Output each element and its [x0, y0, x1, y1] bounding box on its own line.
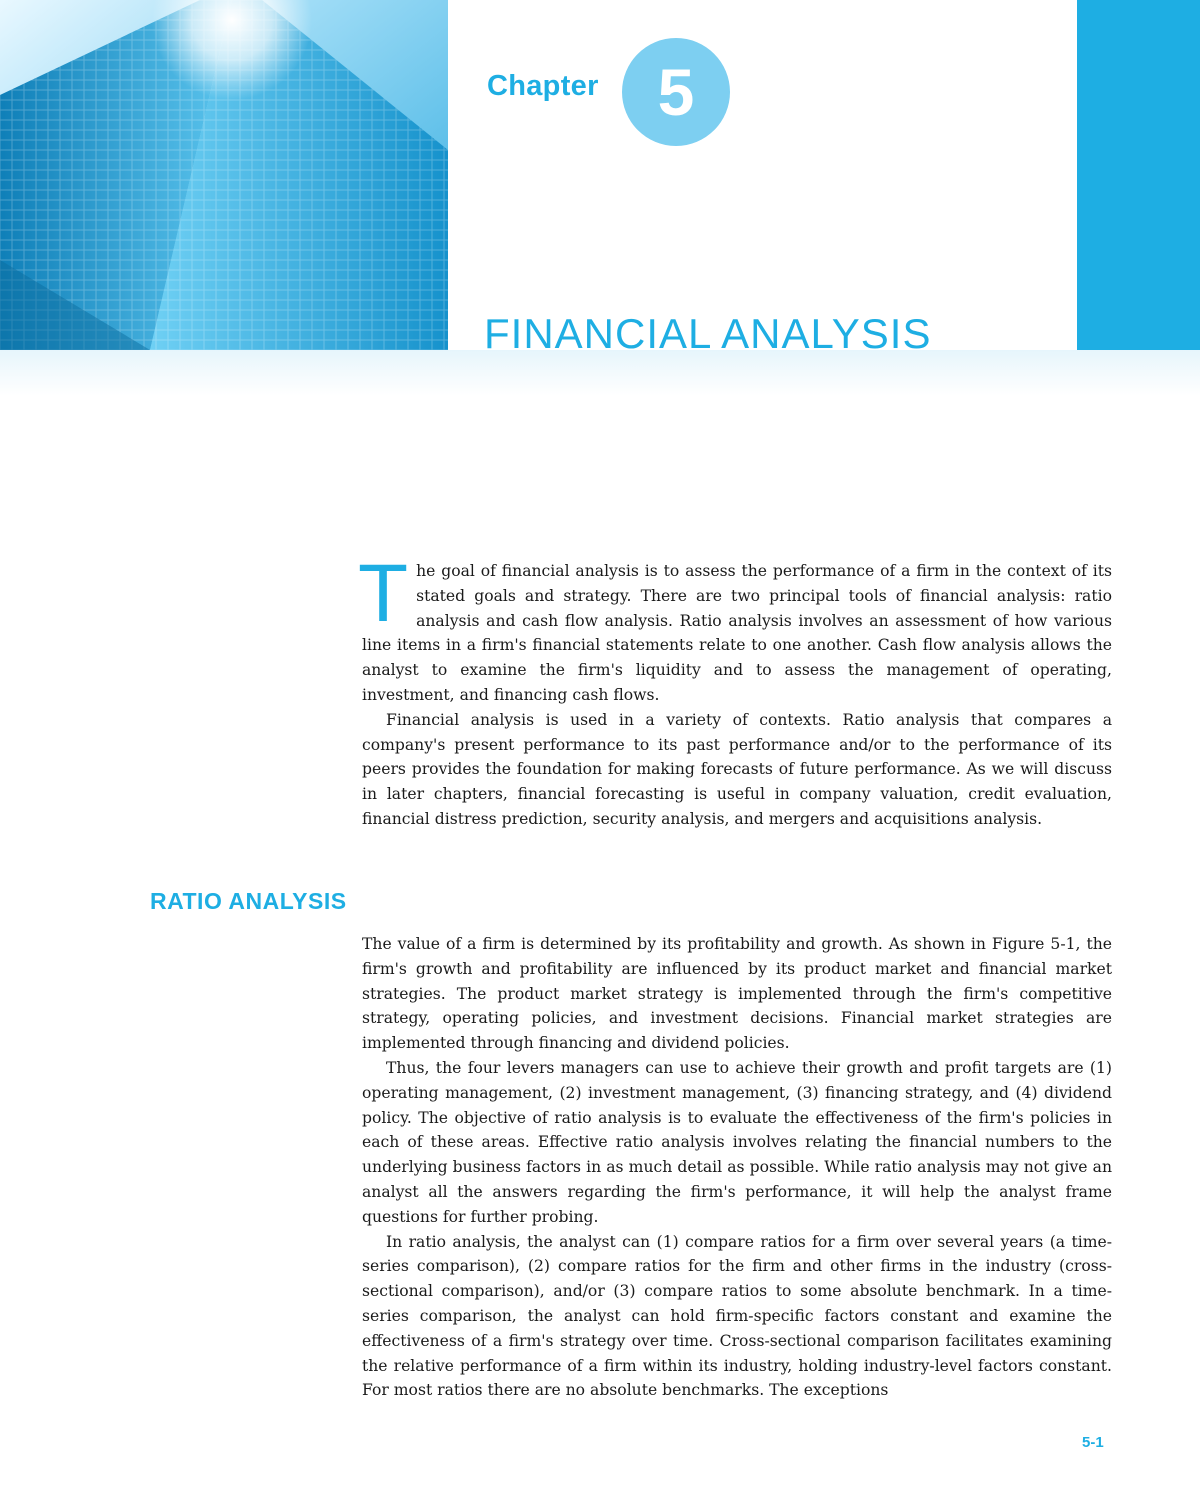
intro-paragraph-1 [358, 548, 1112, 708]
accent-bar [1077, 0, 1200, 350]
ratio-paragraph-2: Thus, the four levers managers can use to achieve their growth and profit targets are (1) operating management, (2) investment management, (3) financing strategy, and (4) dividend policy. The objective of ratio analysis is to evaluate the effectiveness of the firm's policies in each of these areas. Effective ratio analysis involves relating the financial numbers to the underlying business factors in as much detail as possible. While ratio analysis may not give an analyst all the answers regarding the firm's performance, it will help the analyst frame questions for further probing. [362, 1058, 1112, 1226]
page-number: 5-1 [1082, 1434, 1104, 1451]
ratio-analysis-section [362, 932, 1112, 1403]
section-heading: RATIO ANALYSIS [150, 888, 347, 914]
chapter-title: FINANCIAL ANALYSIS [484, 310, 932, 357]
chapter-label: Chapter [487, 70, 599, 102]
intro-paragraph-1-text: he goal of financial analysis is to assess the performance of a firm in the context of its stated goals and strategy. There are two principal tools of financial analysis: ratio analysis and cash flow analysis. Ratio analysis involves an assessment of how various line items in a firm's financial statements relate to one another. Cash flow analysis allows the analyst to examine the firm's liquidity and to assess the management of operating, investment, and financing cash flows. [362, 562, 1112, 704]
ratio-paragraph-3: In ratio analysis, the analyst can (1) compare ratios for a firm over several years (a time-series comparison), (2) compare ratios for the firm and other firms in the industry (cross-sectional comparison), and/or (3) compare ratios to some absolute benchmark. In a time-series comparison, the analyst can hold firm-specific factors constant and examine the effectiveness of a firm's strategy over time. Cross-sectional comparison facilitates examining the relative performance of a firm within its industry, holding industry-level factors constant. For most ratios there are no absolute benchmarks. The exceptions [362, 1232, 1112, 1400]
skyscraper-photo [0, 0, 448, 350]
drop-cap: T [358, 548, 409, 639]
intro-section [358, 548, 1112, 832]
intro-paragraph-2: Financial analysis is used in a variety of contexts. Ratio analysis that compares a company's present performance to its past performance and/or to the performance of its peers provides the foundation for making forecasts of future performance. As we will discuss in later chapters, financial forecasting is useful in company valuation, credit evaluation, financial distress prediction, security analysis, and mergers and acquisitions analysis. [362, 710, 1112, 828]
ratio-paragraph-1: The value of a firm is determined by its profitability and growth. As shown in Figure 5-1, the firm's growth and profitability are influenced by its product market and financial market strategies. The product market strategy is implemented through the firm's competitive strategy, operating policies, and investment decisions. Financial market strategies are implemented through financing and dividend policies. [362, 935, 1112, 1053]
chapter-number-badge: 5 [622, 38, 730, 146]
